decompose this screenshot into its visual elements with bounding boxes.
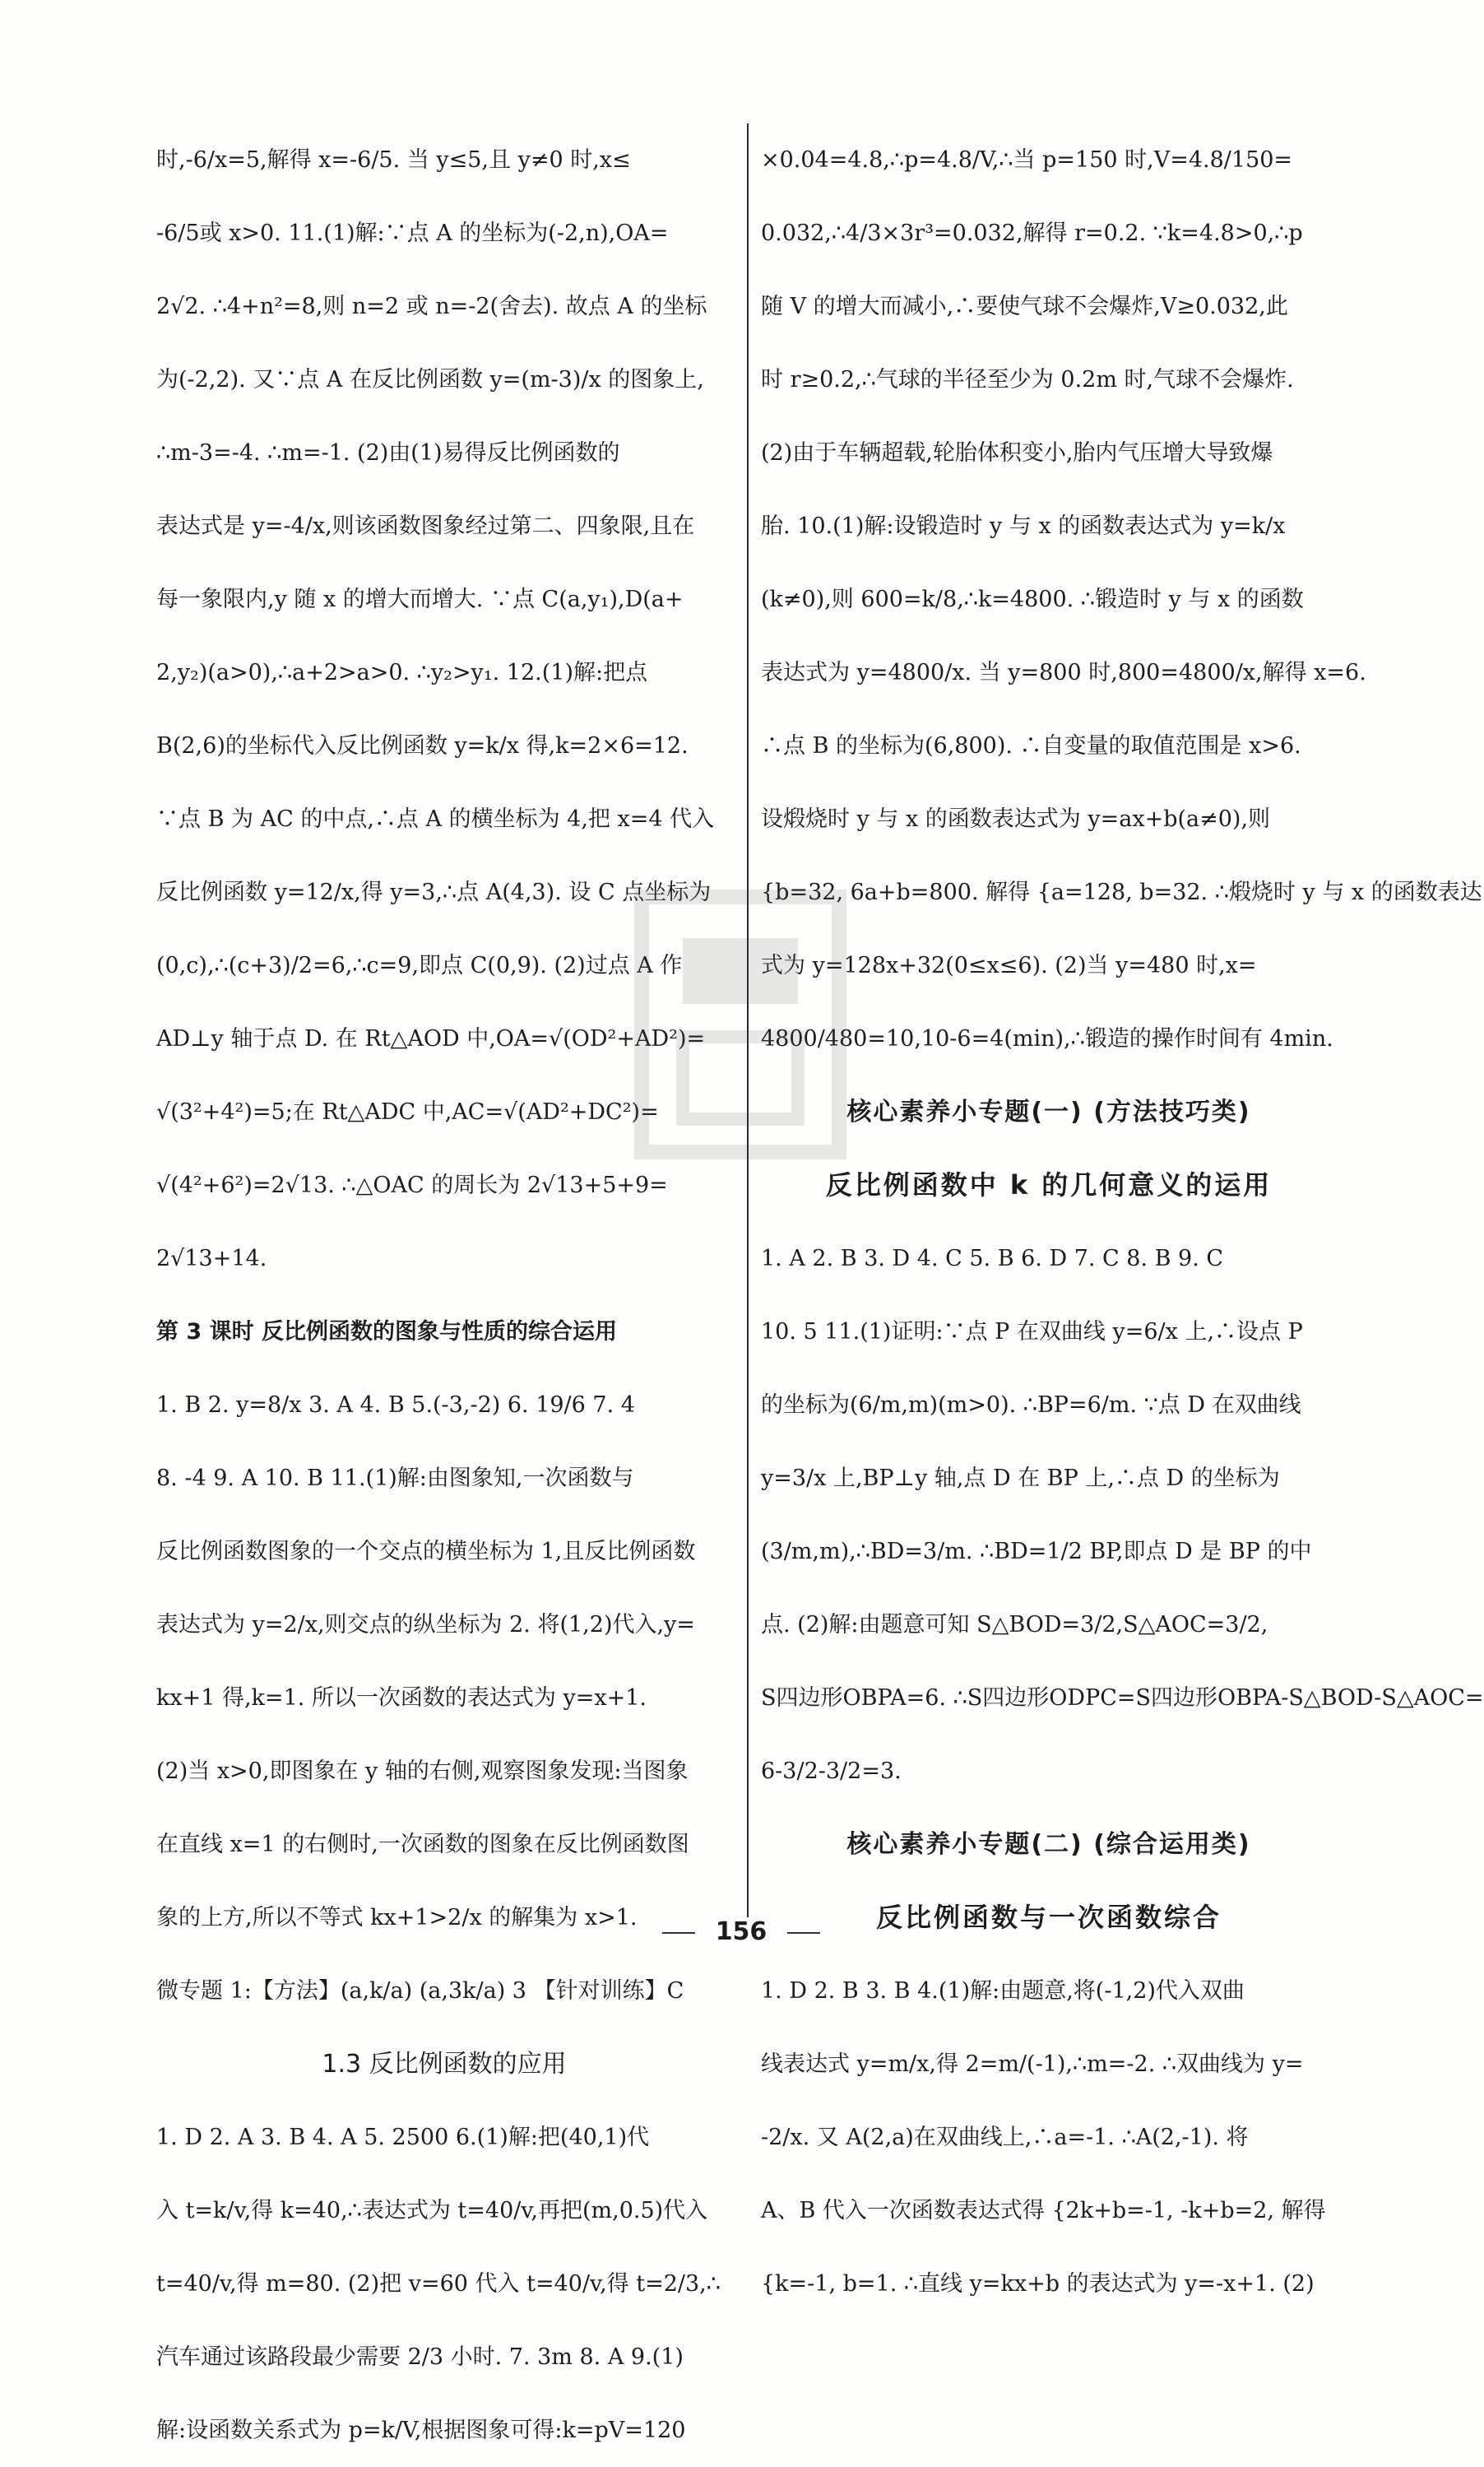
text-line: t=40/v,得 m=80. (2)把 v=60 代入 t=40/v,得 t=2/3,∴ <box>156 2271 721 2297</box>
text-line: 微专题 1:【方法】(a,k/a) (a,3k/a) 3 【针对训练】C <box>156 1978 684 2004</box>
text-line: 时 r≥0.2,∴气球的半径至少为 0.2m 时,气球不会爆炸. <box>761 367 1294 393</box>
text-line: 1. A 2. B 3. D 4. C 5. B 6. D 7. C 8. B 9. C <box>761 1246 1224 1271</box>
text-line: √(3²+4²)=5;在 Rt△ADC 中,AC=√(AD²+DC²)= <box>156 1099 659 1125</box>
footer-dash-right <box>787 1932 820 1934</box>
text-line: 反比例函数图象的一个交点的横坐标为 1,且反比例函数 <box>156 1539 696 1564</box>
page-number: 156 <box>715 1917 768 1946</box>
text-line: 象的上方,所以不等式 kx+1>2/x 的解集为 x>1. <box>156 1905 638 1930</box>
text-line: 解:设函数关系式为 p=k/V,根据图象可得:k=pV=120 <box>156 2418 686 2443</box>
footer-dash-left <box>662 1932 695 1934</box>
text-line: 在直线 x=1 的右侧时,一次函数的图象在反比例函数图 <box>156 1832 689 1857</box>
text-line: 2√13+14. <box>156 1246 267 1271</box>
text-line: 每一象限内,y 随 x 的增大而增大. ∵点 C(a,y₁),D(a+ <box>156 587 684 612</box>
text-line: 表达式是 y=-4/x,则该函数图象经过第二、四象限,且在 <box>156 513 695 539</box>
text-line: ∵点 B 为 AC 的中点,∴点 A 的横坐标为 4,把 x=4 代入 <box>156 806 715 832</box>
text-line: 10. 5 11.(1)证明:∵点 P 在双曲线 y=6/x 上,∴设点 P <box>761 1319 1303 1345</box>
text-line: 设煅烧时 y 与 x 的函数表达式为 y=ax+b(a≠0),则 <box>761 806 1271 832</box>
text-line: AD⊥y 轴于点 D. 在 Rt△AOD 中,OA=√(OD²+AD²)= <box>156 1026 706 1052</box>
text-line: A、B 代入一次函数表达式得 {2k+b=-1, -k+b=2, 解得 <box>761 2198 1326 2223</box>
text-line: {b=32, 6a+b=800. 解得 {a=128, b=32. ∴煅烧时 y 与 x 的函数表达 <box>761 880 1482 905</box>
text-line: 入 t=k/v,得 k=40,∴表达式为 t=40/v,再把(m,0.5)代入 <box>156 2198 708 2223</box>
text-line: 反比例函数 y=12/x,得 y=3,∴点 A(4,3). 设 C 点坐标为 <box>156 880 712 905</box>
text-line: ∴m-3=-4. ∴m=-1. (2)由(1)易得反比例函数的 <box>156 440 620 466</box>
text-line: 时,-6/x=5,解得 x=-6/5. 当 y≤5,且 y≠0 时,x≤ <box>156 147 631 173</box>
text-line: 式为 y=128x+32(0≤x≤6). (2)当 y=480 时,x= <box>761 953 1257 978</box>
text-line: y=3/x 上,BP⊥y 轴,点 D 在 BP 上,∴点 D 的坐标为 <box>761 1466 1280 1491</box>
text-line: (2)当 x>0,即图象在 y 轴的右侧,观察图象发现:当图象 <box>156 1758 689 1784</box>
text-line: 2,y₂)(a>0),∴a+2>a>0. ∴y₂>y₁. 12.(1)解:把点 <box>156 660 648 685</box>
watermark-logo <box>633 889 847 1160</box>
text-line: 汽车通过该路段最少需要 2/3 小时. 7. 3m 8. A 9.(1) <box>156 2344 684 2370</box>
lesson-heading: 第 3 课时 反比例函数的图象与性质的综合运用 <box>156 1319 617 1345</box>
text-line: (2)由于车辆超载,轮胎体积变小,胎内气压增大导致爆 <box>761 440 1273 466</box>
text-line: (3/m,m),∴BD=3/m. ∴BD=1/2 BP,即点 D 是 BP 的中 <box>761 1539 1312 1564</box>
left-column <box>156 123 732 2467</box>
text-line: 2√2. ∴4+n²=8,则 n=2 或 n=-2(舍去). 故点 A 的坐标 <box>156 294 707 319</box>
page-footer <box>0 1917 1482 1946</box>
text-line: 表达式为 y=2/x,则交点的纵坐标为 2. 将(1,2)代入,y= <box>156 1612 695 1638</box>
text-line: √(4²+6²)=2√13. ∴△OAC 的周长为 2√13+5+9= <box>156 1173 668 1198</box>
right-column <box>761 123 1484 2321</box>
text-line: 线表达式 y=m/x,得 2=m/(-1),∴m=-2. ∴双曲线为 y= <box>761 2051 1304 2077</box>
text-line: kx+1 得,k=1. 所以一次函数的表达式为 y=x+1. <box>156 1685 647 1711</box>
text-line: (0,c),∴(c+3)/2=6,∴c=9,即点 C(0,9). (2)过点 A 作 <box>156 953 683 978</box>
text-line: 胎. 10.(1)解:设锻造时 y 与 x 的函数表达式为 y=k/x <box>761 513 1286 539</box>
section-subtitle: 反比例函数中 k 的几何意义的运用 <box>825 1169 1273 1201</box>
chapter-heading: 1.3 反比例函数的应用 <box>322 2050 567 2079</box>
text-line: 0.032,∴4/3×3r³=0.032,解得 r=0.2. ∵k=4.8>0,∴p <box>761 221 1303 246</box>
text-line: 的坐标为(6/m,m)(m>0). ∴BP=6/m. ∵点 D 在双曲线 <box>761 1392 1301 1418</box>
text-line: 1. D 2. B 3. B 4.(1)解:由题意,将(-1,2)代入双曲 <box>761 1978 1245 2004</box>
text-line: ∴点 B 的坐标为(6,800). ∴自变量的取值范围是 x>6. <box>761 733 1301 759</box>
text-line: B(2,6)的坐标代入反比例函数 y=k/x 得,k=2×6=12. <box>156 733 689 759</box>
text-line: 随 V 的增大而减小,∴要使气球不会爆炸,V≥0.032,此 <box>761 294 1288 319</box>
section-title: 核心素养小专题(二) (综合运用类) <box>846 1830 1251 1859</box>
text-line: S四边形OBPA=6. ∴S四边形ODPC=S四边形OBPA-S△BOD-S△AOC= <box>761 1685 1484 1711</box>
text-line: 表达式为 y=4800/x. 当 y=800 时,800=4800/x,解得 x=6. <box>761 660 1366 685</box>
section-title: 核心素养小专题(一) (方法技巧类) <box>846 1098 1251 1127</box>
text-line: (k≠0),则 600=k/8,∴k=4800. ∴锻造时 y 与 x 的函数 <box>761 587 1304 612</box>
text-line: -6/5或 x>0. 11.(1)解:∵点 A 的坐标为(-2,n),OA= <box>156 221 669 246</box>
text-line: ×0.04=4.8,∴p=4.8/V,∴当 p=150 时,V=4.8/150= <box>761 147 1293 173</box>
text-line: 6-3/2-3/2=3. <box>761 1758 902 1784</box>
text-line: {k=-1, b=1. ∴直线 y=kx+b 的表达式为 y=-x+1. (2) <box>761 2271 1315 2297</box>
text-line: 8. -4 9. A 10. B 11.(1)解:由图象知,一次函数与 <box>156 1466 634 1491</box>
text-line: 为(-2,2). 又∵点 A 在反比例函数 y=(m-3)/x 的图象上, <box>156 367 704 393</box>
text-line: 1. D 2. A 3. B 4. A 5. 2500 6.(1)解:把(40,1)代 <box>156 2125 650 2150</box>
section-subtitle: 反比例函数与一次函数综合 <box>875 1902 1222 1933</box>
text-line: -2/x. 又 A(2,a)在双曲线上,∴a=-1. ∴A(2,-1). 将 <box>761 2125 1249 2150</box>
text-line: 4800/480=10,10-6=4(min),∴锻造的操作时间有 4min. <box>761 1026 1333 1052</box>
text-line: 1. B 2. y=8/x 3. A 4. B 5.(-3,-2) 6. 19/6 7. 4 <box>156 1392 635 1418</box>
text-line: 点. (2)解:由题意可知 S△BOD=3/2,S△AOC=3/2, <box>761 1612 1268 1638</box>
